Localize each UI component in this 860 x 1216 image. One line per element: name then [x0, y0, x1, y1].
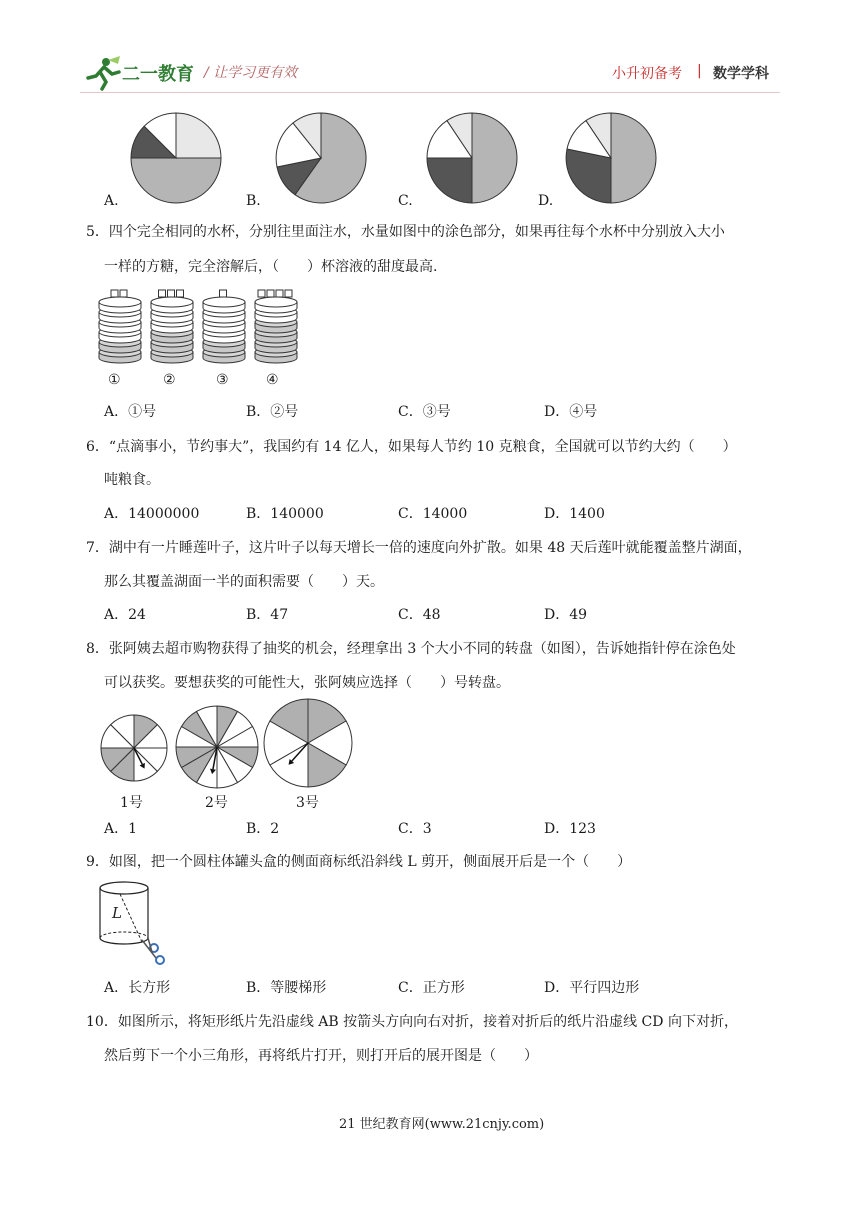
q8-spinner-label-1: 1号 [120, 795, 143, 811]
q6-option-a[interactable]: A．14000000 [104, 506, 200, 522]
q8-spinner-2 [175, 705, 259, 789]
q4-pie-c [426, 112, 518, 204]
q9-option-a[interactable]: A．长方形 [104, 980, 171, 996]
q6-text-line2: 吨粮食。 [104, 472, 160, 488]
logo-runner-icon [82, 56, 122, 90]
q5-cup-1 [99, 290, 141, 363]
q5-cup-label-3: ③ [216, 372, 229, 388]
q6-option-d[interactable]: D．1400 [544, 506, 605, 522]
q8-spinner-label-2: 2号 [205, 795, 228, 811]
q8-text-line1: 8．张阿姨去超市购物获得了抽奖的机会，经理拿出 3 个大小不同的转盘（如图），告诉她指针停在涂色处 [86, 641, 736, 657]
q7-option-a[interactable]: A．24 [104, 607, 146, 623]
footer-source: 21 世纪教育网(www.21cnjy.com) [339, 1117, 545, 1132]
q8-spinner-3 [263, 698, 353, 788]
q5-cup-2 [151, 290, 193, 363]
q4-option-d[interactable]: D. [538, 193, 554, 209]
q7-option-b[interactable]: B．47 [246, 607, 289, 623]
q5-cup-label-1: ① [108, 372, 121, 388]
scissors-icon [142, 938, 164, 964]
q5-text-line1: 5．四个完全相同的水杯，分别往里面注水，水量如图中的涂色部分，如果再往每个水杯中分别放入大小 [86, 224, 725, 240]
header-subject: 数学学科 [713, 66, 769, 82]
q9-option-b[interactable]: B．等腰梯形 [246, 980, 327, 996]
q8-text-line2: 可以获奖。要想获奖的可能性大，张阿姨应选择（ ）号转盘。 [104, 675, 510, 691]
q7-text-line2: 那么其覆盖湖面一半的面积需要（ ）天。 [104, 574, 384, 590]
slogan: / 让学习更有效 [204, 65, 298, 81]
q4-pie-a [130, 112, 222, 204]
q5-text-line2: 一样的方糖，完全溶解后，（ ）杯溶液的甜度最高. [104, 259, 438, 275]
header-separator: | [697, 63, 702, 79]
q5-option-b[interactable]: B．②号 [246, 404, 299, 420]
q4-option-b[interactable]: B. [246, 193, 261, 209]
q5-option-d[interactable]: D．④号 [544, 404, 598, 420]
brand-name: 二一教育 [122, 64, 194, 85]
q4-pie-b [275, 112, 367, 204]
q8-option-d[interactable]: D．123 [544, 821, 596, 837]
q9-cylinder-figure [98, 878, 170, 968]
q8-spinner-label-3: 3号 [296, 795, 319, 811]
q5-option-c[interactable]: C．③号 [398, 404, 451, 420]
q4-option-a[interactable]: A. [104, 193, 119, 209]
q5-cup-4 [255, 290, 297, 363]
q9-option-d[interactable]: D．平行四边形 [544, 980, 640, 996]
q5-cup-label-2: ② [163, 372, 176, 388]
q5-cups-figure [98, 288, 303, 368]
q10-text-line1: 10．如图所示，将矩形纸片先沿虚线 AB 按箭头方向向右对折，接着对折后的纸片沿虚线 CD 向下对折， [86, 1014, 738, 1030]
header-exam-label: 小升初备考 [612, 66, 682, 82]
q9-text-line1: 9．如图，把一个圆柱体罐头盒的侧面商标纸沿斜线 L 剪开，侧面展开后是一个（ ） [86, 854, 632, 870]
q5-option-a[interactable]: A．①号 [104, 404, 157, 420]
q8-option-b[interactable]: B．2 [246, 821, 280, 837]
q4-option-c[interactable]: C. [398, 193, 413, 209]
q10-text-line2: 然后剪下一个小三角形，再将纸片打开，则打开后的展开图是（ ） [104, 1048, 538, 1064]
q8-option-a[interactable]: A．1 [104, 821, 138, 837]
q7-option-d[interactable]: D．49 [544, 607, 588, 623]
header-divider [80, 92, 780, 93]
q6-option-b[interactable]: B．140000 [246, 506, 324, 522]
q7-option-c[interactable]: C．48 [398, 607, 441, 623]
q5-cup-label-4: ④ [266, 372, 279, 388]
q7-text-line1: 7．湖中有一片睡莲叶子，这片叶子以每天增长一倍的速度向外扩散。如果 48 天后莲叶就能覆盖整片湖面， [86, 540, 752, 556]
q8-spinner-1 [100, 714, 168, 782]
q9-line-label: L [112, 904, 122, 922]
q8-option-c[interactable]: C．3 [398, 821, 432, 837]
q6-option-c[interactable]: C．14000 [398, 506, 468, 522]
q6-text-line1: 6．“点滴事小，节约事大”，我国约有 14 亿人，如果每人节约 10 克粮食，全国就可以节约大约（ ） [86, 439, 737, 455]
q9-option-c[interactable]: C．正方形 [398, 980, 465, 996]
q4-pie-d [565, 112, 657, 204]
q5-cup-3 [203, 290, 245, 363]
